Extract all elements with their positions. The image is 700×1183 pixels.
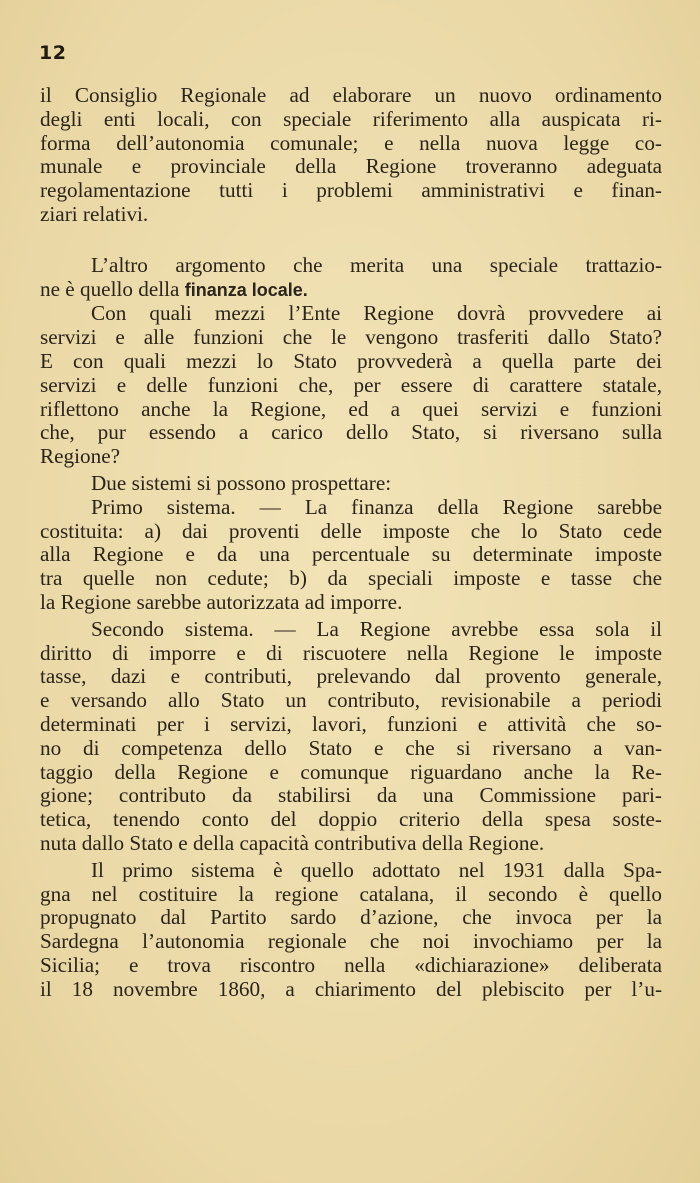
text-line: il Consiglio Regionale ad elaborare un nuovo ordinamento bbox=[40, 83, 662, 107]
text-line: e versando allo Stato un contributo, revisionabile a periodi bbox=[40, 688, 662, 713]
text-line: tasse, dazi e contributi, prelevando dal provento generale, bbox=[40, 664, 662, 689]
text-line: regolamentazione tutti i problemi amministrativi e finan- bbox=[40, 178, 662, 203]
text-line: nuta dallo Stato e della capacità contributiva della Regione. bbox=[40, 830, 545, 855]
text-line bbox=[40, 278, 662, 303]
text-line: Sicilia; e trova riscontro nella «dichiarazione» deliberata bbox=[40, 952, 662, 977]
text-line: E con quali mezzi lo Stato provvederà a quella parte dei bbox=[40, 348, 662, 373]
text-line: gione; contributo da stabilirsi da una Commissione pari- bbox=[40, 783, 662, 808]
text-line: tetica, tenendo conto del doppio criterio della spesa soste- bbox=[40, 807, 662, 832]
text-line: gna nel costituire la regione catalana, il secondo è quello bbox=[40, 881, 662, 906]
text-line: munale e provinciale della Regione troveranno adeguata bbox=[40, 154, 662, 179]
text-line: forma dell’autonomia comunale; e nella nuova legge co- bbox=[40, 130, 662, 155]
text-line: Secondo sistema. — La Regione avrebbe essa sola il bbox=[91, 616, 662, 641]
paragraph-2 bbox=[40, 254, 662, 303]
text-line: Con quali mezzi l’Ente Regione dovrà provvedere ai bbox=[91, 301, 662, 326]
text-line: Sardegna l’autonomia regionale che noi invochiamo per la bbox=[40, 929, 662, 954]
text-line: riflettono anche la Regione, ed a quei servizi e funzioni bbox=[40, 396, 662, 421]
text-line: tra quelle non cedute; b) da speciali imposte e tasse che bbox=[40, 566, 662, 591]
text-line: diritto di imporre e di riscuotere nella Regione le imposte bbox=[40, 640, 662, 665]
paragraph-3 bbox=[40, 302, 662, 469]
text-line: no di competenza dello Stato e che si riversano a van- bbox=[40, 735, 662, 760]
text-line: alla Regione e da una percentuale su determinate imposte bbox=[40, 542, 662, 567]
paragraph-6 bbox=[40, 618, 662, 856]
text-line: che, pur essendo a carico dello Stato, si riversano sulla bbox=[40, 420, 662, 445]
text-line: costituita: a) dai proventi delle imposte che lo Stato cede bbox=[40, 518, 662, 543]
text-line: degli enti locali, con speciale riferimento alla auspicata ri- bbox=[40, 106, 662, 131]
text-line: Due sistemi si possono prospettare: bbox=[91, 470, 392, 495]
text-fragment: ne è quello della bbox=[40, 276, 185, 301]
text-line: Regione? bbox=[40, 444, 121, 469]
paragraph-1 bbox=[40, 84, 662, 227]
paragraph-5 bbox=[40, 496, 662, 615]
text-line: taggio della Regione e comunque riguardano anche la Re- bbox=[40, 759, 662, 784]
text-line: propugnato dal Partito sardo d’azione, che invoca per la bbox=[40, 905, 662, 930]
text-line: ziari relativi. bbox=[40, 201, 149, 226]
text-line: determinati per i servizi, lavori, funzioni e attività che so- bbox=[40, 711, 662, 736]
text-line: Il primo sistema è quello adottato nel 1931 dalla Spa- bbox=[91, 857, 662, 882]
paragraph-7 bbox=[40, 859, 662, 1002]
body-text bbox=[40, 84, 662, 1001]
text-line: il 18 novembre 1860, a chiarimento del plebiscito per l’u- bbox=[40, 976, 662, 1001]
paragraph-4 bbox=[40, 472, 662, 496]
text-line: L’altro argomento che merita una speciale trattazio- bbox=[91, 252, 662, 277]
text-line: servizi e alle funzioni che le vengono trasferiti dallo Stato? bbox=[40, 325, 662, 350]
page-number: 12 bbox=[39, 42, 67, 64]
bold-term: finanza locale. bbox=[184, 279, 308, 300]
text-line: servizi e delle funzioni che, per essere di carattere statale, bbox=[40, 372, 662, 397]
text-line: la Regione sarebbe autorizzata ad imporre. bbox=[40, 589, 403, 614]
text-line: Primo sistema. — La finanza della Regione sarebbe bbox=[91, 494, 662, 519]
